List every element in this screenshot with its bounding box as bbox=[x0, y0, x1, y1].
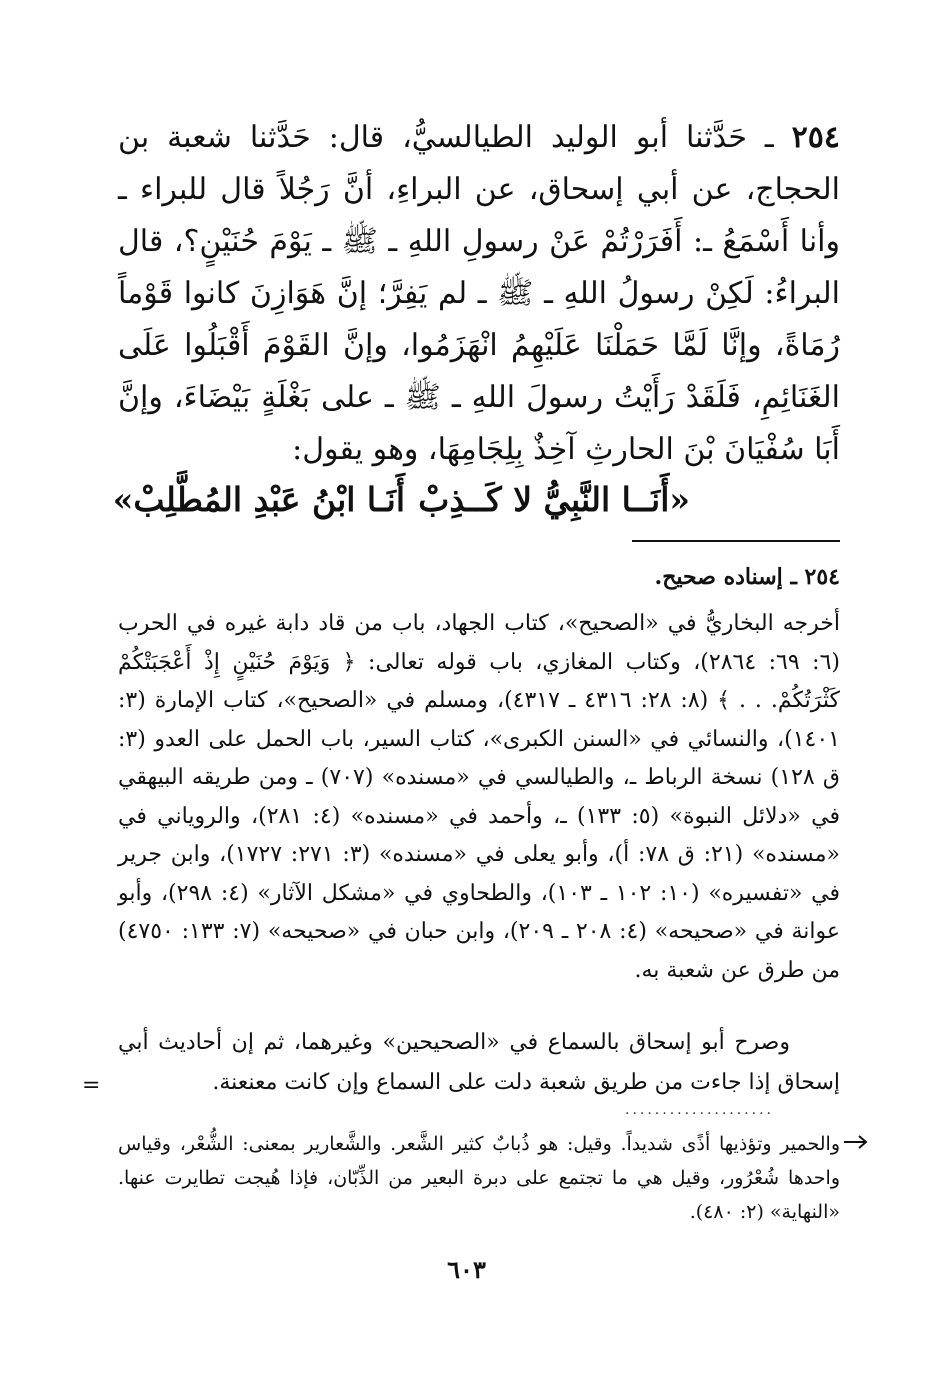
notes-separator-rule bbox=[632, 540, 840, 542]
continuation-mark: = bbox=[82, 1073, 101, 1098]
note-paragraph-sama: وصرح أبو إسحاق بالسماع في «الصحيحين» وغيرهما، ثم إن أحاديث أبي إسحاق إذا جاءت من طريق شعبة دلت على السماع وإن كانت معنعنة. bbox=[118, 1030, 840, 1095]
note-paragraph-takhrij: أخرجه البخاريُّ في «الصحيح»، كتاب الجهاد، باب من قاد دابة غيره في الحرب (٦: ٦٩: ٢٨٦٤)، وكتاب المغازي، باب قوله تعالى: ﴿ وَيَوْمَ حُنَيْنٍ إِذْ أَعْجَبَتْكُمْ كَثْرَتُكُمْ. . . ﴾ (٨: ٢٨: ٤٣١٦ ـ ٤٣١٧)، ومسلم في «الصحيح»، كتاب الإمارة (٣: ١٤٠١)، والنسائي في «السنن الكبرى»، كتاب السير، باب الحمل على العدو (٣: ق ١٢٨) نسخة الرباط ـ، والطيالسي في «مسنده» (٧٠٧) ـ ومن طريقه البيهقي في «دلائل النبوة» (٥: ١٣٣) ـ، وأحمد في «مسنده» (٤: ٢٨١)، والروياني في «مسنده» (٢١: ق ٧٨: أ)، وأبو يعلى في «مسنده» (٣: ٢٧١: ١٧٢٧)، وابن جرير في «تفسيره» (١٠: ١٠٢ ـ ١٠٣)، والطحاوي في «مشكل الآثار» (٤: ٢٩٨)، وأبو عوانة في «صحيحه» (٤: ٢٠٨ ـ ٢٠٩)، وابن حبان في «صحيحه» (٧: ١٣٣: ٤٧٥٠) من طرق عن شعبة به. bbox=[118, 611, 841, 983]
hadith-text bbox=[118, 112, 840, 476]
page-number: ٦٠٣ bbox=[447, 1255, 486, 1284]
footnote-text: والحمير وتؤذيها أذًى شديداً. وقيل: هو ذُبابٌ كثير الشَّعر. والشَّعارير بمعنى: الشُّعْر، وقياس واحدها شُعْرُور، وقيل هي ما تجتمع على دبرة البعير من الذِّبّان، فإذا هُيجت تطايرت عنها. «النهاية» (٢: ٤٨٠). bbox=[118, 1133, 840, 1223]
poetry-verse bbox=[112, 472, 840, 528]
continuation-arrow-icon bbox=[840, 1132, 870, 1152]
note-heading: ٢٥٤ ـ إسناده صحيح. bbox=[654, 564, 840, 590]
footnote-separator-dots: .................... bbox=[625, 1103, 775, 1117]
hadith-body: ـ حَدَّثنا أبو الوليد الطيالسيُّ، قال: حَدَّثنا شعبة بن الحجاج، عن أبي إسحاق، عن البراءِ، أنَّ رَجُلاً قال للبراء ـ وأنا أَسْمَعُ ـ: أَفَرَرْتُمْ عَنْ رسولِ اللهِ ـ ﷺ ـ يَوْمَ حُنَيْنٍ؟، قال البراءُ: لَكِنْ رسولُ اللهِ ـ ﷺ ـ لم يَفِرَّ؛ إنَّ هَوَازِنَ كانوا قَوْماً رُمَاةً، وإنَّا لَمَّا حَمَلْنَا عَلَيْهِمُ انْهَزَمُوا، وإنَّ القَوْمَ أَقْبَلُوا عَلَى الغَنَائِمِ، فَلَقَدْ رَأَيْتُ رسولَ اللهِ ـ ﷺ ـ على بَغْلَةٍ بَيْضَاءَ، وإنَّ أَبَا سُفْيَانَ بْنَ الحارثِ آخِذٌ بِلِجَامِهَا، وهو يقول: bbox=[118, 120, 841, 467]
hadith-number: ٢٥٤ bbox=[791, 120, 840, 155]
verse-second-hemistich: أَنَـا ابْنُ عَبْدِ المُطَّلِبْ» bbox=[112, 480, 405, 519]
verse-first-hemistich: «أَنَــا النَّبِيُّ لا كَــذِبْ bbox=[418, 480, 690, 519]
